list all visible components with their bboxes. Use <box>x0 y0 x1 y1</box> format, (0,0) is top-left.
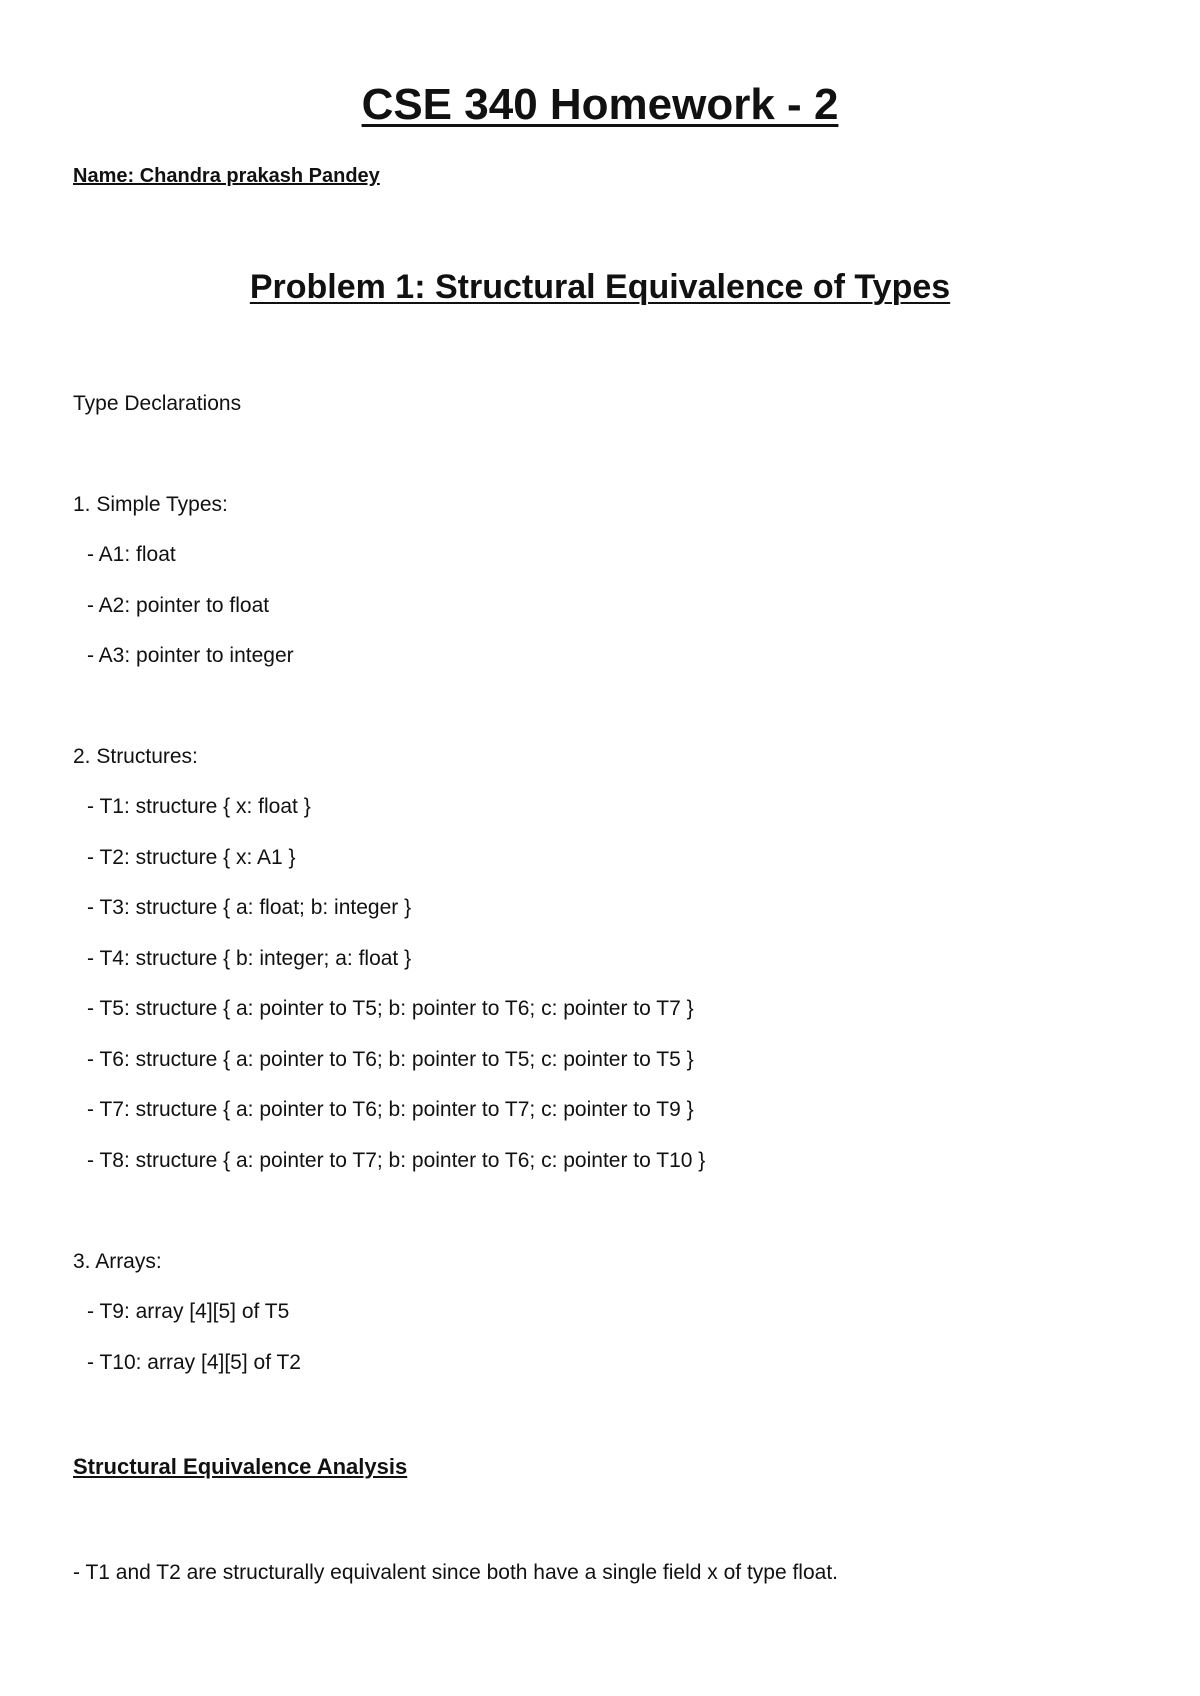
list-item: - T9: array [4][5] of T5 <box>87 1300 290 1323</box>
author-name: Name: Chandra prakash Pandey <box>73 165 380 187</box>
simple-types-heading: 1. Simple Types: <box>73 493 228 516</box>
problem-heading: Problem 1: Structural Equivalence of Types <box>249 268 951 306</box>
list-item: - T10: array [4][5] of T2 <box>87 1351 301 1374</box>
type-declarations-label: Type Declarations <box>73 392 242 415</box>
list-item: - T4: structure { b: integer; a: float } <box>87 947 412 970</box>
list-item: - T6: structure { a: pointer to T6; b: pointer to T5; c: pointer to T5 } <box>87 1048 694 1071</box>
list-item: - A3: pointer to integer <box>87 644 294 667</box>
structures-heading: 2. Structures: <box>73 745 198 768</box>
list-item: - T7: structure { a: pointer to T6; b: pointer to T7; c: pointer to T9 } <box>87 1098 694 1121</box>
list-item: - A2: pointer to float <box>87 594 270 617</box>
document-title: CSE 340 Homework - 2 <box>361 80 839 129</box>
list-item: - T2: structure { x: A1 } <box>87 846 296 869</box>
analysis-item: - T1 and T2 are structurally equivalent since both have a single field x of type float. <box>73 1561 838 1584</box>
list-item: - T1: structure { x: float } <box>87 795 311 818</box>
analysis-heading: Structural Equivalence Analysis <box>73 1454 408 1479</box>
arrays-heading: 3. Arrays: <box>73 1250 162 1273</box>
list-item: - T3: structure { a: float; b: integer } <box>87 896 412 919</box>
list-item: - T8: structure { a: pointer to T7; b: pointer to T6; c: pointer to T10 } <box>87 1149 706 1172</box>
list-item: - A1: float <box>87 543 176 566</box>
list-item: - T5: structure { a: pointer to T5; b: pointer to T6; c: pointer to T7 } <box>87 997 694 1020</box>
